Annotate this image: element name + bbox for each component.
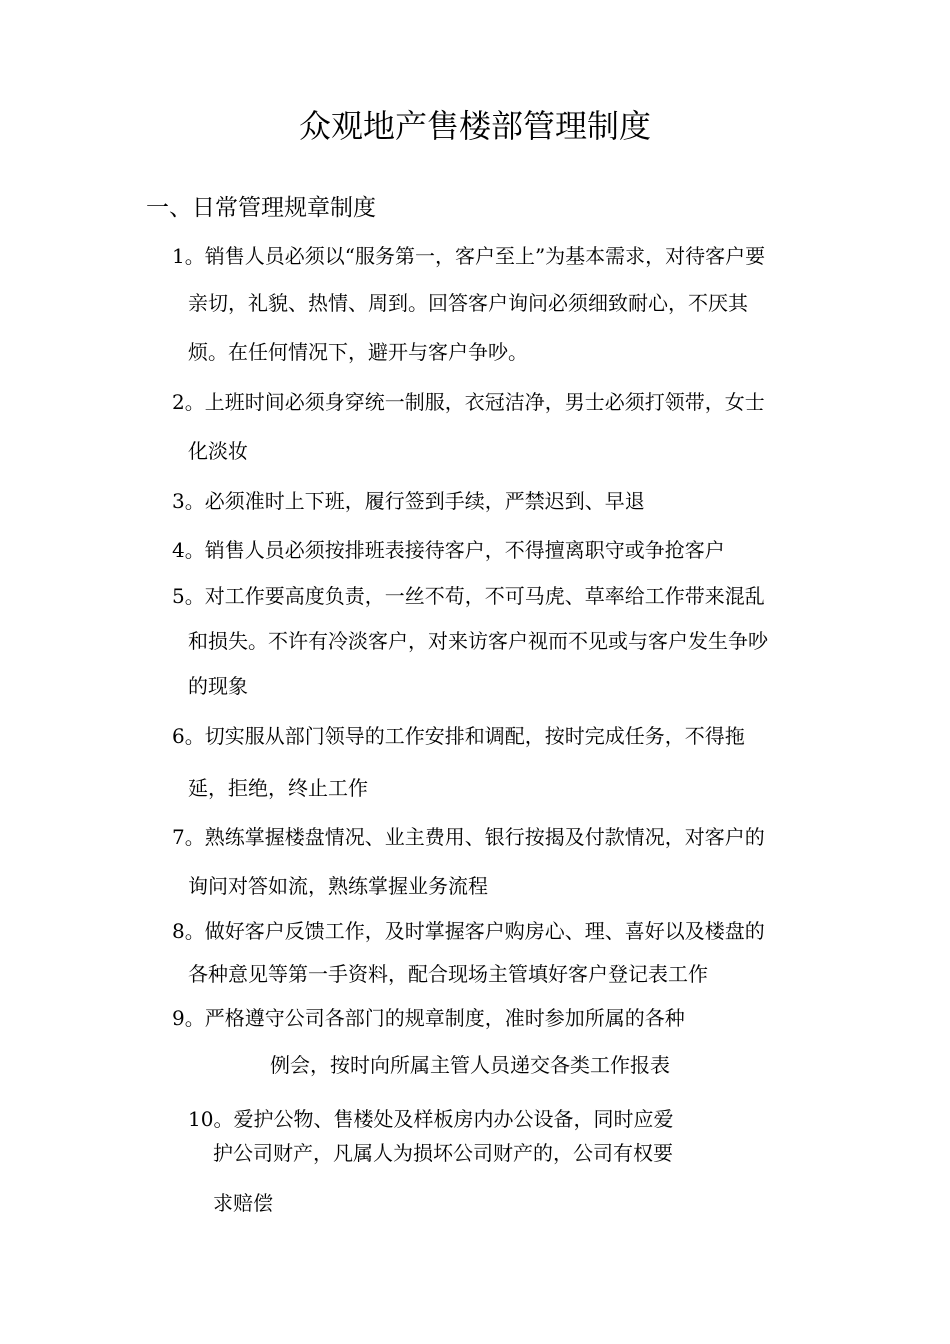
- rule-1-line-3: 烦。在任何情况下，避开与客户争吵。: [188, 340, 528, 364]
- rule-8-line-1: 8。做好客户反馈工作，及时掌握客户购房心、理、喜好以及楼盘的: [172, 919, 765, 943]
- rule-3-line-1: 3。必须准时上下班，履行签到手续，严禁迟到、早退: [172, 489, 645, 513]
- rule-8-line-2: 各种意见等第一手资料，配合现场主管填好客户登记表工作: [188, 962, 708, 986]
- rule-5-line-1: 5。对工作要高度负责，一丝不苟，不可马虎、草率给工作带来混乱: [172, 584, 765, 608]
- rule-7-line-2: 询问对答如流，熟练掌握业务流程: [188, 874, 488, 898]
- rule-9-line-1: 9。严格遵守公司各部门的规章制度，准时参加所属的各种: [172, 1006, 685, 1030]
- rule-6-line-1: 6。切实服从部门领导的工作安排和调配，按时完成任务，不得拖: [172, 724, 745, 748]
- rule-7-line-1: 7。熟练掌握楼盘情况、业主费用、银行按揭及付款情况，对客户的: [172, 825, 765, 849]
- rule-1-line-1: 1。销售人员必须以“服务第一，客户至上”为基本需求，对待客户要: [172, 244, 766, 268]
- rule-5-line-2: 和损失。不许有冷淡客户，对来访客户视而不见或与客户发生争吵: [188, 629, 768, 653]
- rule-10-line-3: 求赔偿: [213, 1191, 273, 1215]
- rule-4-line-1: 4。销售人员必须按排班表接待客户，不得擅离职守或争抢客户: [172, 538, 725, 562]
- rule-9-line-2: 例会，按时向所属主管人员递交各类工作报表: [270, 1053, 670, 1077]
- rule-1-line-2: 亲切，礼貌、热情、周到。回答客户询问必须细致耐心，不厌其: [188, 291, 748, 315]
- rule-2-line-1: 2。上班时间必须身穿统一制服，衣冠洁净，男士必须打领带，女士: [172, 390, 765, 414]
- rule-2-line-2: 化淡妆: [188, 439, 248, 463]
- rule-10-line-2: 护公司财产，凡属人为损坏公司财产的，公司有权要: [213, 1141, 673, 1165]
- section-heading: 一、日常管理规章制度: [146, 195, 376, 221]
- rule-5-line-3: 的现象: [188, 674, 248, 698]
- rule-6-line-2: 延，拒绝，终止工作: [188, 776, 368, 800]
- page-title: 众观地产售楼部管理制度: [298, 107, 651, 145]
- rule-10-line-1: 10。爱护公物、售楼处及样板房内办公设备，同时应爱: [188, 1107, 674, 1131]
